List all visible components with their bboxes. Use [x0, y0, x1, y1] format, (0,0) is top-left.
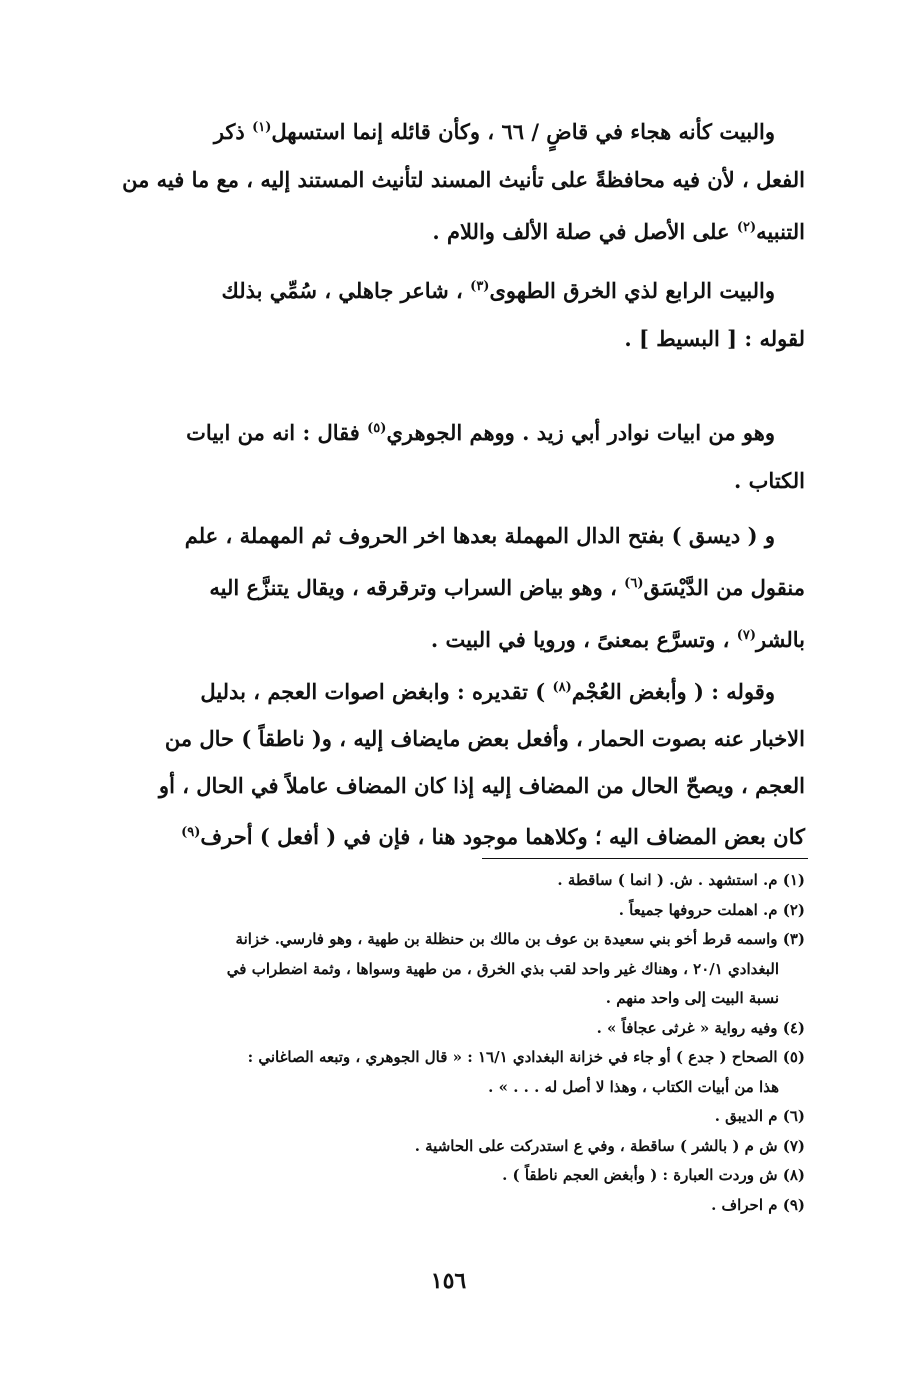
line-text: ، وتسرَّع بمعنىً ، ورويا في البيت .	[430, 627, 737, 652]
text-line: لقوله : [ البسيط ] .	[624, 326, 805, 351]
footnote-ref: (٨)	[552, 680, 572, 695]
text-line	[100, 263, 805, 315]
page-number: ١٥٦	[430, 1268, 467, 1294]
line-text: ) تقديره : وابغض اصوات العجم ، بدليل	[200, 679, 553, 704]
text-line	[100, 204, 805, 256]
line-text: فقال : انه من ابيات	[186, 420, 368, 445]
line-text: والبيت الرابع لذي الخرق الطهوى	[489, 278, 775, 303]
paragraph-3	[100, 405, 805, 505]
footnote-ref: (١)	[252, 120, 272, 135]
text-line: و ( ديسق ) بفتح الدال المهملة بعدها اخر الحروف ثم المهملة ، علم	[184, 523, 775, 548]
text-line	[100, 104, 805, 156]
footnote-4: (٤) وفيه رواية « غرثى عجافاً » .	[596, 1018, 805, 1037]
text-line	[100, 664, 805, 715]
footnote-3-cont: البغدادي ٢٠/١ ، وهناك غير واحد لقب بذي الخرق ، من طهية وسواها ، وثمة اضطراب في	[226, 959, 779, 978]
line-text: وقوله : ( وأبغض العُجْم	[571, 679, 775, 704]
footnote-1: (١) م. استشهد . ش. ( انما ) ساقطة .	[557, 871, 805, 889]
line-text: التنبيه	[756, 219, 805, 244]
text-line: الاخبار عنه بصوت الحمار ، وأفعل بعض مايضاف إليه ، و( ناطقاً ) حال من	[164, 726, 805, 751]
paragraph-1	[100, 104, 805, 256]
text-line	[100, 809, 805, 860]
footnote-separator	[482, 858, 808, 859]
text-line: العجم ، ويصحّ الحال من المضاف إليه إذا كان المضاف عاملاً في الحال ، أو	[158, 773, 805, 798]
line-text: ذكر	[213, 119, 253, 144]
line-text: وهو من ابيات نوادر أبي زيد . ووهم الجوهري	[386, 420, 775, 445]
text-line	[100, 560, 805, 612]
line-text: كان بعض المضاف اليه ؛ وكلاهما موجود هنا ، فإن في ( أفعل ) أحرف	[200, 824, 805, 849]
line-text: بالشر	[756, 627, 805, 652]
line-text: ، شاعر جاهلي ، سُمِّي بذلك	[221, 278, 471, 303]
line-text: والبيت كأنه هجاء في قاضٍ / ٦٦ ، وكأن قائله إنما استسهل	[271, 119, 775, 144]
footnote-7: (٧) ش م ( بالشر ) ساقطة ، وفي ع استدركت على الحاشية .	[414, 1136, 805, 1155]
text-line: الفعل ، لأن فيه محافظةً على تأنيث المسند لتأنيث المستند إليه ، مع ما فيه من	[122, 167, 805, 192]
footnote-5-cont: هذا من أبيات الكتاب ، وهذا لا أصل له . . . » .	[488, 1077, 779, 1096]
footnote-ref: (٧)	[736, 628, 757, 643]
line-text: على الأصل في صلة الألف واللام .	[432, 219, 737, 244]
paragraph-5	[100, 664, 805, 860]
paragraph-4	[100, 512, 805, 664]
footnote-3: (٣) واسمه قرط أخو بني سعيدة بن عوف بن مالك بن حنظلة بن طهية ، وهو فارسي. خزانة	[235, 930, 805, 948]
line-text: منقول من الدَّيْسَق	[643, 575, 805, 600]
footnote-2: (٢) م. اهملت حروفها جميعاً .	[618, 900, 805, 919]
footnote-ref: (٩)	[181, 825, 201, 840]
footnote-6: (٦) م الديبق .	[714, 1107, 805, 1125]
footnote-5: (٥) الصحاح ( جدع ) أو جاء في خزانة البغدادي ١٦/١ : « قال الجوهري ، وتبعه الصاغاني :	[247, 1048, 805, 1066]
footnote-ref: (٦)	[624, 576, 644, 591]
paragraph-2	[100, 263, 805, 363]
footnote-ref: (٥)	[367, 421, 387, 436]
footnote-ref: (٢)	[736, 220, 757, 235]
footnote-ref: (٣)	[470, 279, 490, 294]
footnotes	[100, 866, 805, 1220]
footnote-9: (٩) م احراف .	[711, 1195, 805, 1214]
footnote-8: (٨) ش وردت العبارة : ( وأبغض العجم ناطقاً ) .	[502, 1166, 805, 1184]
footnote-3-cont: نسبة البيت إلى واحد منهم .	[605, 989, 779, 1007]
text-line	[100, 405, 805, 457]
text-line	[100, 612, 805, 664]
text-line: الكتاب .	[734, 468, 805, 493]
line-text: ، وهو بياض السراب وترقرقه ، ويقال يتنزَّع اليه	[209, 575, 625, 600]
